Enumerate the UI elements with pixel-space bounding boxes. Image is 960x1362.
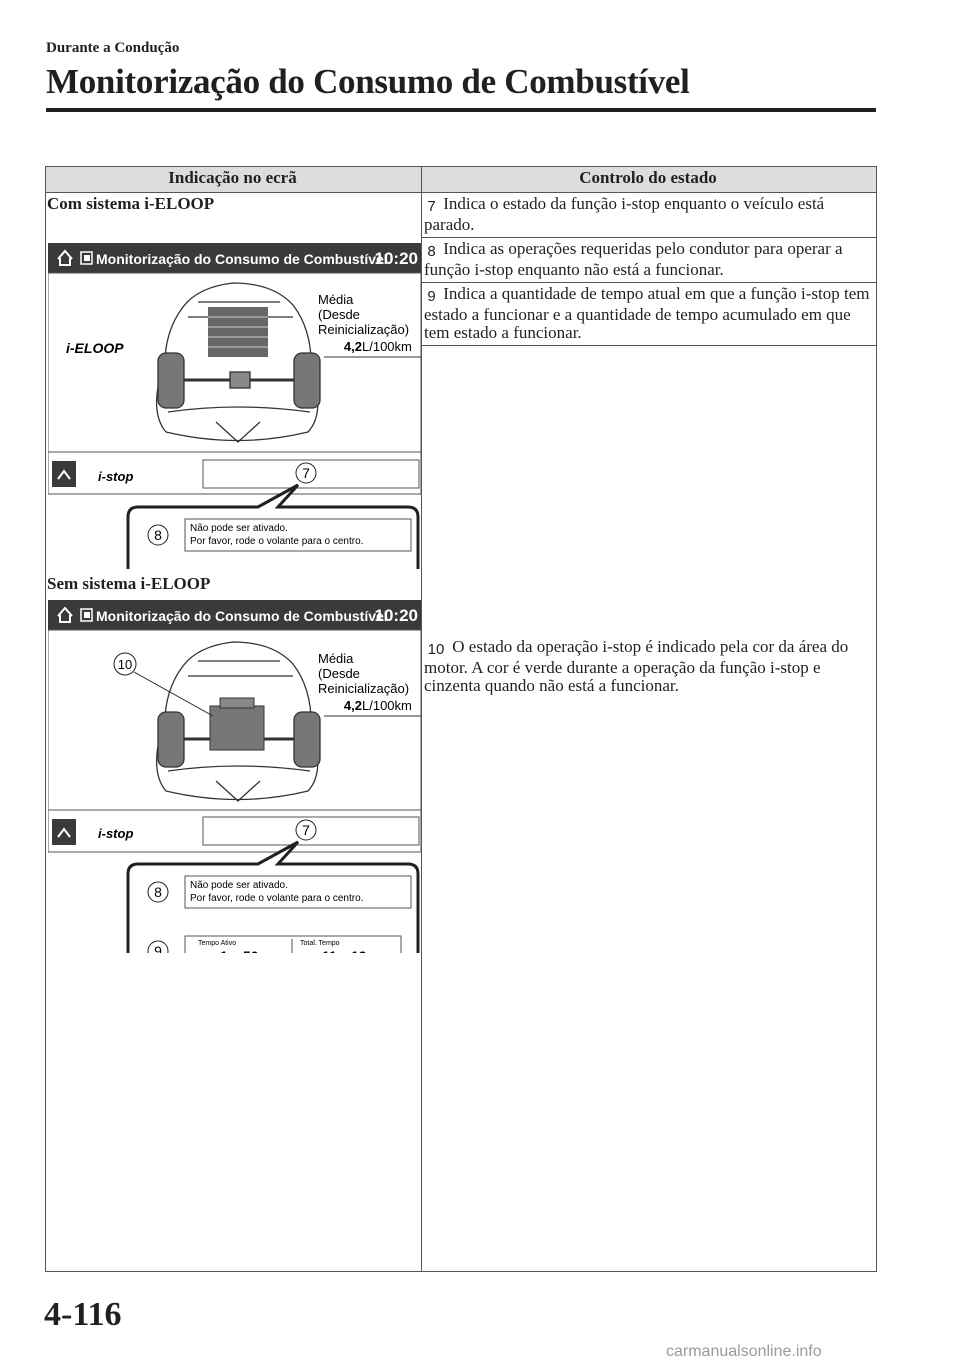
marker-7: 7 — [427, 198, 436, 215]
table-header-row — [46, 167, 877, 193]
battery-pack-icon — [208, 307, 268, 357]
status-table — [45, 166, 877, 1272]
avg-value: 4,2 — [343, 339, 362, 354]
istop-label: i-stop — [98, 826, 134, 841]
avg-line3: Reinicialização) — [318, 681, 410, 696]
status-item-10 — [422, 346, 877, 1272]
svg-text:7: 7 — [302, 822, 310, 838]
screen-illustration-eloop — [48, 217, 422, 569]
screen-title: Monitorização do Consumo de Combustível — [96, 251, 388, 267]
msg-line1: Não pode ser ativado. — [190, 523, 288, 534]
istop-label: i-stop — [98, 469, 134, 484]
msg-line2: Por favor, rode o volante para o centro. — [190, 893, 364, 904]
title-rule — [46, 108, 876, 112]
with-eloop-label: Com sistema i-ELOOP — [47, 194, 215, 213]
svg-text:7: 7 — [302, 465, 310, 481]
screen-title: Monitorização do Consumo de Combustível — [96, 608, 388, 624]
status-item-8 — [422, 238, 877, 283]
msg-line1: Não pode ser ativado. — [190, 880, 288, 891]
eloop-label: i-ELOOP — [66, 340, 124, 356]
total-min — [322, 948, 337, 953]
svg-text:8: 8 — [154, 884, 162, 900]
avg-value: 4,2 — [343, 698, 362, 713]
collapse-icon[interactable] — [52, 461, 76, 487]
active-sec — [243, 948, 259, 953]
status-item-7 — [422, 193, 877, 238]
page-number: 4-116 — [44, 1296, 122, 1333]
status-text-10: O estado da operação i-stop é indicado pela cor da área do motor. A cor é verde durante a operação da função i-stop e cinzenta quando não está a funcionar. — [424, 637, 849, 695]
col2-header: Controlo do estado — [422, 167, 877, 193]
status-text-7: Indica o estado da função i-stop enquanto o veículo está parado. — [424, 194, 825, 234]
figure-with-eloop — [48, 217, 421, 569]
total-time-label: Total. Tempo — [300, 940, 340, 947]
avg-unit: L/100km — [362, 339, 412, 354]
screen-clock: 10:20 — [374, 606, 418, 625]
avg-line3: Reinicialização) — [318, 322, 410, 337]
marker-9: 9 — [427, 288, 436, 305]
avg-line1: Média — [318, 292, 354, 307]
display-cell — [46, 193, 422, 1272]
total-sec — [351, 948, 367, 953]
avg-line2: (Desde — [318, 666, 360, 681]
msg-line2: Por favor, rode o volante para o centro. — [190, 536, 364, 547]
status-text-9: Indica a quantidade de tempo atual em que a função i-stop tem estado a funcionar e a quantidade de tempo acumulado em que tem estado a funcionar. — [424, 284, 870, 342]
without-eloop-label: Sem sistema i-ELOOP — [47, 574, 211, 593]
page-title: Monitorização do Consumo de Combustível — [46, 62, 690, 101]
svg-text:9: 9 — [154, 943, 162, 953]
status-text-8: Indica as operações requeridas pelo condutor para operar a função i-stop enquanto não está a funcionar. — [424, 239, 843, 279]
marker-8: 8 — [427, 243, 436, 260]
avg-line1: Média — [318, 651, 354, 666]
active-time-label: Tempo Ativo — [198, 940, 237, 947]
table-row — [46, 193, 877, 238]
watermark: carmanualsonline.info — [666, 1343, 822, 1360]
svg-text:10: 10 — [117, 657, 133, 672]
svg-text:8: 8 — [154, 527, 162, 543]
avg-unit: L/100km — [362, 698, 412, 713]
figure-without-eloop — [48, 598, 421, 953]
screen-illustration-no-eloop — [48, 598, 422, 953]
col1-header: Indicação no ecrã — [46, 167, 422, 193]
screen-clock: 10:20 — [374, 249, 418, 268]
avg-line2: (Desde — [318, 307, 360, 322]
status-item-9 — [422, 283, 877, 346]
section-label: Durante a Condução — [46, 40, 180, 56]
active-min — [220, 948, 228, 953]
engine-icon — [210, 698, 264, 750]
marker-10: 10 — [427, 641, 445, 658]
collapse-icon[interactable] — [52, 819, 76, 845]
